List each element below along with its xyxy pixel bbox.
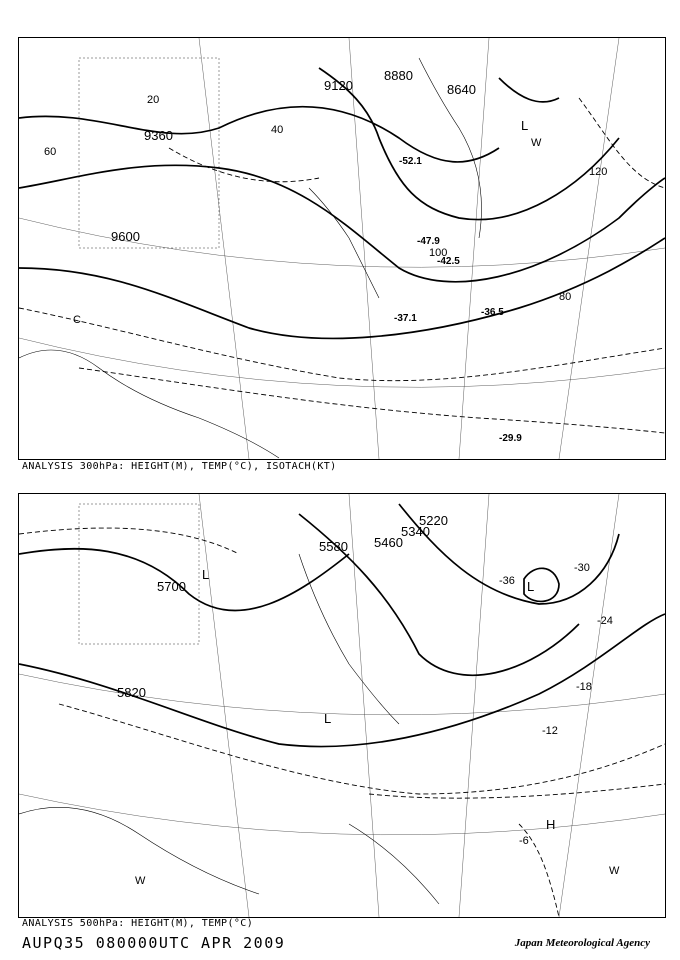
temperature-value: -47.9 bbox=[417, 236, 440, 247]
isotach-label: 120 bbox=[589, 166, 608, 178]
temperature-value: -52.1 bbox=[399, 156, 422, 167]
temperature-value: -29.9 bbox=[499, 433, 522, 444]
temperature-label: -6 bbox=[519, 835, 529, 847]
height-label: 5220 bbox=[419, 513, 448, 528]
map-500hpa-chart bbox=[19, 494, 665, 917]
low-center-label: L bbox=[527, 579, 535, 594]
map-500hpa-panel bbox=[18, 493, 666, 918]
warm-center-label: W bbox=[135, 875, 146, 887]
temperature-value: -36.5 bbox=[481, 307, 504, 318]
height-label: 9120 bbox=[324, 78, 353, 93]
temperature-label: -24 bbox=[597, 615, 613, 627]
isotach-label: 100 bbox=[429, 247, 448, 259]
map-300hpa-chart bbox=[19, 38, 665, 459]
height-label: 9360 bbox=[144, 128, 173, 143]
height-label: 5580 bbox=[319, 539, 348, 554]
isotach-label: 80 bbox=[559, 291, 572, 303]
high-center-label: H bbox=[546, 817, 556, 832]
low-center-label: L bbox=[324, 711, 332, 726]
height-label: 9600 bbox=[111, 229, 140, 244]
height-label: 5700 bbox=[157, 579, 186, 594]
temperature-value: -37.1 bbox=[394, 313, 417, 324]
temperature-hatch-500 bbox=[79, 504, 199, 644]
isotach-label: 20 bbox=[147, 94, 160, 106]
height-label: 8640 bbox=[447, 82, 476, 97]
product-id-line: AUPQ35 080000UTC APR 2009 bbox=[22, 934, 286, 952]
graticule-300 bbox=[19, 38, 665, 459]
caption-300hpa: ANALYSIS 300hPa: HEIGHT(M), TEMP(°C), ISOTACH(KT) bbox=[22, 461, 337, 472]
height-label: 5340 bbox=[401, 524, 430, 539]
height-label: 8880 bbox=[384, 68, 413, 83]
temperature-label: -18 bbox=[576, 681, 592, 693]
caption-500hpa: ANALYSIS 500hPa: HEIGHT(M), TEMP(°C) bbox=[22, 918, 254, 929]
agency-name: Japan Meteorological Agency bbox=[514, 937, 650, 949]
coastline-300 bbox=[19, 58, 482, 458]
temperature-label: -30 bbox=[574, 562, 590, 574]
cold-center-label: C bbox=[73, 314, 81, 326]
temperature-value: -42.5 bbox=[437, 256, 460, 267]
temperature-hatch-300 bbox=[79, 58, 219, 248]
warm-center-label: W bbox=[609, 865, 620, 877]
temperature-label: -12 bbox=[542, 725, 558, 737]
warm-center-label: W bbox=[531, 137, 542, 149]
isotach-label: 60 bbox=[44, 146, 57, 158]
isotach-label: 40 bbox=[271, 124, 284, 136]
graticule-500 bbox=[19, 494, 665, 917]
low-center-label: L bbox=[202, 567, 210, 582]
map-300hpa-panel bbox=[18, 37, 666, 460]
height-label: 5460 bbox=[374, 535, 403, 550]
height-label: 5820 bbox=[117, 685, 146, 700]
temperature-contours-500 bbox=[19, 528, 665, 917]
temperature-label: -36 bbox=[499, 575, 515, 587]
low-center-label: L bbox=[521, 118, 529, 133]
